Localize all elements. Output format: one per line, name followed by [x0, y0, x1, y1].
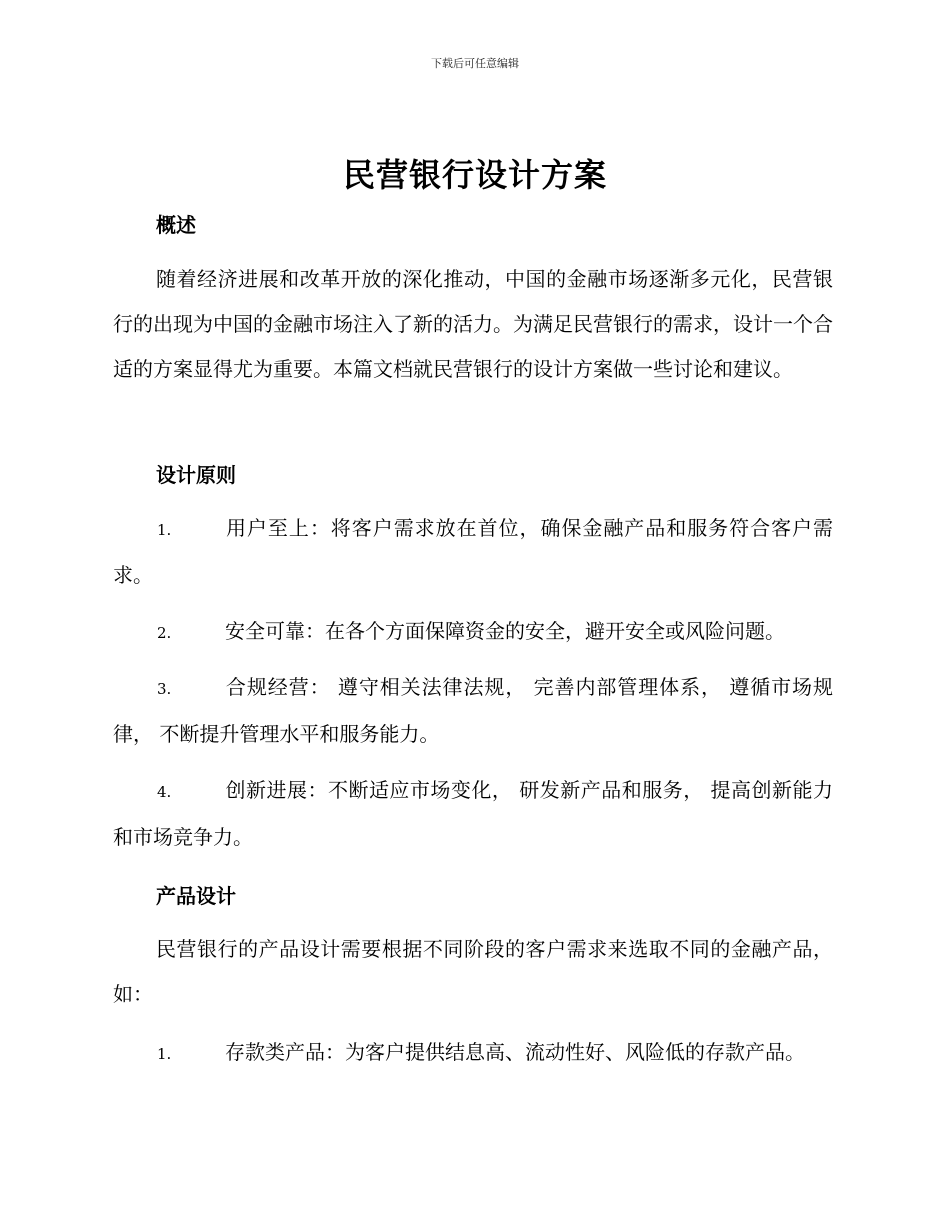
list-number: 3.: [157, 680, 172, 698]
document-title: 民营银行设计方案: [342, 156, 607, 194]
principle-item-1: [113, 506, 833, 598]
list-item-text: 用户至上：将客户需求放在首位，确保金融产品和服务符合客户需求。: [113, 516, 833, 587]
overview-paragraph: 随着经济进展和改革开放的深化推动，中国的金融市场逐渐多元化，民营银行的出现为中国的金融市场注入了新的活力。为满足民营银行的需求，设计一个合适的方案显得尤为重要。本篇文档就民营银行的设计方案做一些讨论和建议。: [113, 267, 833, 381]
product-item-1: [113, 1030, 833, 1077]
section-heading-principles: 设计原则: [156, 463, 236, 487]
list-number: 4.: [157, 783, 172, 801]
list-item-text: 合规经营： 遵守相关法律法规， 完善内部管理体系， 遵循市场规律， 不断提升管理水平和服务能力。: [113, 675, 833, 746]
principle-item-2: [113, 609, 833, 656]
list-item-text: 安全可靠：在各个方面保障资金的安全，避开安全或风险问题。: [225, 619, 785, 643]
principle-item-3: [113, 665, 833, 757]
header-note: 下载后可任意编辑: [431, 57, 519, 70]
list-number: 2.: [157, 624, 172, 642]
list-number: 1.: [157, 521, 172, 539]
section-heading-overview: 概述: [156, 213, 196, 237]
list-item-text: 创新进展：不断适应市场变化， 研发新产品和服务， 提高创新能力和市场竞争力。: [113, 778, 833, 849]
product-paragraph: 民营银行的产品设计需要根据不同阶段的客户需求来选取不同的金融产品，如：: [113, 937, 833, 1006]
list-item-text: 存款类产品：为客户提供结息高、流动性好、风险低的存款产品。: [225, 1040, 805, 1064]
principle-item-4: [113, 768, 833, 860]
list-number: 1.: [157, 1045, 172, 1063]
section-heading-product: 产品设计: [156, 884, 236, 908]
